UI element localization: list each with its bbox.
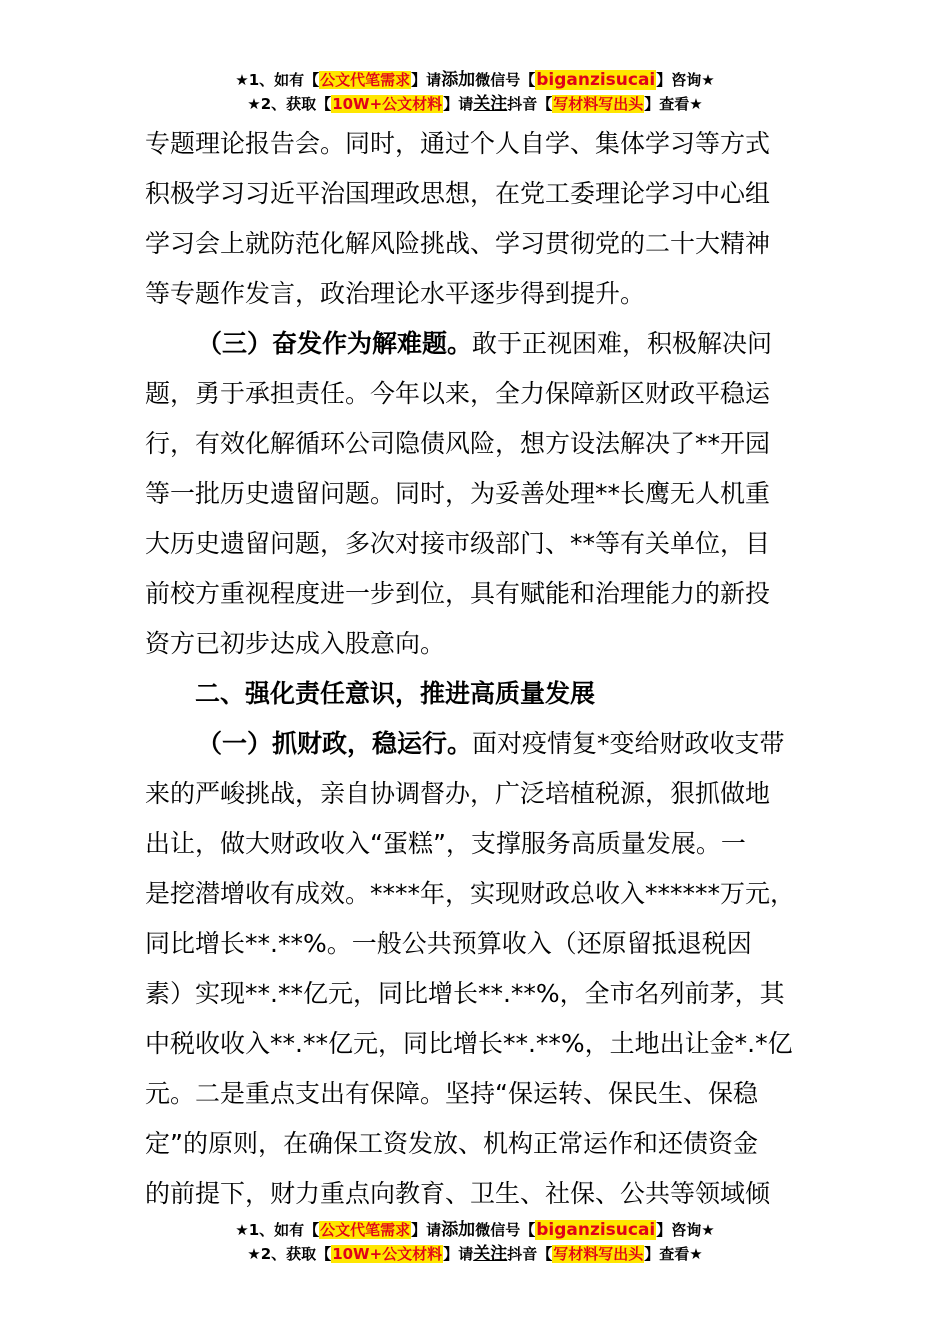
banner-douyin-id: 写材料写出头: [553, 1245, 644, 1263]
paragraph-3: （一）抓财政，稳运行。面对疫情复*变给财政收支带 来的严峻挑战，亲自协调督办，广泛培植税源，狠抓做地 出让，做大财政收入“蛋糕”，支撑服务高质量发展。一 是挖潜增收有成效。****年，实现财政总收入******万元， 同比增长**.**%。一般公共预算收入（还原留抵退税因 素）实现**.**亿元，同比增长**.**%，全市名列前茅，其 中税收收入**.**亿元，同比增长**.**%，土地出让金*.*亿 元。二是重点支出有保障。坚持“保运转、保民生、保稳 定”的原则，在确保工资发放、机构正常运作和还债资金 的前提下，财力重点向教育、卫生、社保、公共等领域倾: [145, 729, 796, 1208]
banner-highlight: 10W+公文材料: [332, 95, 443, 113]
paragraph-2: （三）奋发作为解难题。敢于正视困难，积极解决问 题，勇于承担责任。今年以来，全力保障新区财政平稳运 行，有效化解循环公司隐债风险，想方设法解决了**开园 等一批历史遗留问题。同时，为妥善处理**长鹰无人机重 大历史遗留问题，多次对接市级部门、**等有关单位，目 前校方重视程度进一步到位，具有赋能和治理能力的新投 资方已初步达成入股意向。: [145, 329, 773, 658]
paragraph-1: 专题理论报告会。同时，通过个人自学、集体学习等方式 积极学习习近平治国理政思想，在党工委理论学习中心组 学习会上就防范化解风险挑战、学习贯彻党的二十大精神 等专题作发言，政治理论水平逐步得到提升。: [145, 129, 771, 308]
paragraph-heading: （一）抓财政，稳运行。: [197, 729, 473, 758]
banner-douyin-id: 写材料写出头: [553, 95, 644, 113]
banner-wechat-id: biganzisucai: [536, 1220, 656, 1240]
banner-highlight: 公文代笔需求: [320, 71, 411, 89]
banner-wechat-id: biganzisucai: [536, 70, 656, 90]
banner-line-2: ★2、获取【10W+公文材料】请关注抖音【写材料写出头】查看★: [247, 94, 703, 114]
banner-line-1: ★1、如有【公文代笔需求】请添加微信号【biganzisucai】咨询★: [235, 1220, 715, 1240]
header-banner: [0, 68, 950, 116]
footer-banner: [0, 1218, 950, 1266]
banner-highlight: 10W+公文材料: [332, 1245, 443, 1263]
banner-line-1: ★1、如有【公文代笔需求】请添加微信号【biganzisucai】咨询★: [235, 70, 715, 90]
banner-line-2: ★2、获取【10W+公文材料】请关注抖音【写材料写出头】查看★: [247, 1244, 703, 1264]
paragraph-heading: （三）奋发作为解难题。: [197, 329, 473, 358]
section-title: 二、强化责任意识，推进高质量发展: [195, 679, 596, 708]
document-body: [145, 119, 825, 1219]
banner-highlight: 公文代笔需求: [320, 1221, 411, 1239]
